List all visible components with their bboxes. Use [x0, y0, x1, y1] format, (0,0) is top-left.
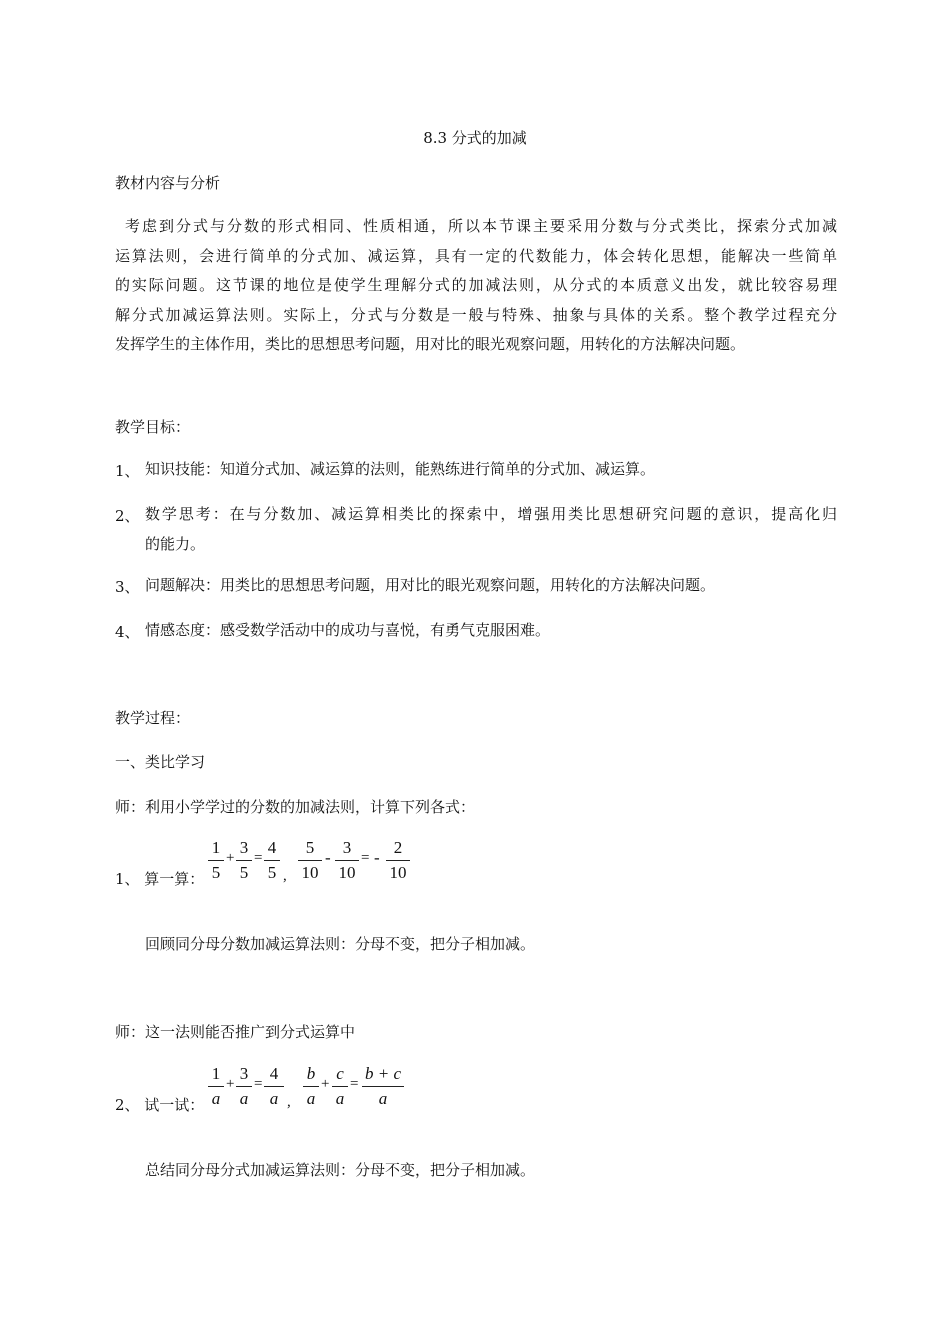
operator: + — [226, 850, 235, 866]
equals-sign: = — [350, 1076, 359, 1092]
paragraph-line: 发挥学生的主体作用，类比的思想思考问题，用对比的眼光观察问题，用转化的方法解决问题。 — [115, 335, 746, 353]
calc-label: 2、 试一试： — [115, 1096, 205, 1114]
denominator: a — [269, 1089, 279, 1108]
paragraph-line: 的实际问题。这节课的地位是使学生理解分式的加减法则，从分式的本质意义出发，就比较容易理 — [115, 276, 837, 294]
fraction — [236, 838, 252, 883]
minus-sign: - — [374, 848, 380, 867]
goal-item — [145, 616, 837, 646]
operator: + — [321, 1076, 330, 1092]
fraction-bar — [335, 860, 359, 861]
fraction — [362, 1064, 404, 1109]
comma: , — [287, 1094, 291, 1110]
fraction — [236, 1064, 252, 1109]
paragraph-line: 运算法则，会进行简单的分式加、减运算，具有一定的代数能力，体会转化思想，能解决一些简单 — [115, 246, 837, 265]
fraction — [208, 838, 224, 883]
goal-item — [145, 500, 837, 559]
fraction-bar — [386, 860, 410, 861]
equals-sign: = — [254, 1076, 263, 1092]
denominator: 5 — [239, 863, 249, 882]
numerator: 2 — [393, 838, 403, 857]
fraction — [303, 1064, 319, 1109]
denominator: a — [239, 1089, 249, 1108]
equals-sign: = — [361, 850, 370, 866]
fraction-bar — [298, 860, 322, 861]
paragraph-line: 考虑到分式与分数的形式相同、性质相通，所以本节课主要采用分数与分式类比，探索分式加减 — [125, 217, 837, 235]
numerator: 4 — [269, 1064, 279, 1083]
numerator: 5 — [305, 838, 315, 857]
page-title: 8.3 分式的加减 — [423, 129, 527, 147]
numerator: 3 — [342, 838, 352, 857]
fraction-bar — [303, 1086, 319, 1087]
review-rule: 回顾同分母分数加减运算法则：分母不变，把分子相加减。 — [145, 935, 536, 953]
goal-number: 1、 — [115, 462, 140, 480]
operator: - — [325, 848, 331, 867]
numerator: 4 — [267, 838, 277, 857]
material-paragraph — [115, 212, 837, 360]
fraction — [264, 838, 280, 883]
teacher-line: 师：利用小学学过的分数的加减法则，计算下列各式： — [115, 798, 476, 816]
goal-line: 数学思考：在与分数加、减运算相类比的探索中，增强用类比思想研究问题的意识，提高化归 — [145, 505, 837, 523]
numerator: 1 — [211, 838, 221, 857]
paragraph-line: 解分式加减运算法则。实际上，分式与分数是一般与特殊、抽象与具体的关系。整个教学过程充分 — [115, 305, 837, 324]
denominator: 5 — [267, 863, 277, 882]
section-heading-process: 教学过程： — [115, 709, 191, 727]
goal-line: 问题解决：用类比的思想思考问题，用对比的眼光观察问题，用转化的方法解决问题。 — [145, 576, 716, 594]
fraction — [386, 838, 410, 883]
fraction — [264, 1064, 284, 1109]
fraction-bar — [208, 1086, 224, 1087]
denominator: 10 — [389, 863, 407, 882]
goal-number: 3、 — [115, 578, 140, 596]
numerator: b — [306, 1064, 316, 1083]
section-heading-material: 教材内容与分析 — [115, 174, 221, 192]
numerator: 3 — [239, 1064, 249, 1083]
comma: , — [283, 868, 287, 884]
denominator: a — [378, 1089, 388, 1108]
fraction-bar — [332, 1086, 348, 1087]
numerator: 1 — [211, 1064, 221, 1083]
numerator: c — [336, 1064, 344, 1083]
numerator: b + c — [364, 1064, 402, 1083]
goal-item — [145, 571, 837, 601]
summary-rule: 总结同分母分式加减运算法则：分母不变，把分子相加减。 — [145, 1161, 536, 1179]
denominator: a — [306, 1089, 316, 1108]
goal-line: 知识技能：知道分式加、减运算的法则，能熟练进行简单的分式加、减运算。 — [145, 460, 656, 478]
fraction-bar — [208, 860, 224, 861]
fraction — [208, 1064, 224, 1109]
fraction-bar — [264, 860, 280, 861]
denominator: a — [335, 1089, 345, 1108]
fraction — [298, 838, 322, 883]
fraction-bar — [236, 860, 252, 861]
fraction — [335, 838, 359, 883]
fraction-bar — [362, 1086, 404, 1087]
denominator: a — [211, 1089, 221, 1108]
denominator: 10 — [338, 863, 356, 882]
numerator: 3 — [239, 838, 249, 857]
goal-line: 情感态度：感受数学活动中的成功与喜悦，有勇气克服困难。 — [145, 621, 551, 639]
equals-sign: = — [254, 850, 263, 866]
part-heading: 一、类比学习 — [115, 753, 206, 771]
fraction — [332, 1064, 348, 1109]
operator: + — [226, 1076, 235, 1092]
fraction-bar — [236, 1086, 252, 1087]
calc-label: 1、 算一算： — [115, 870, 205, 888]
denominator: 5 — [211, 863, 221, 882]
goal-line: 的能力。 — [145, 534, 206, 553]
teacher-line: 师：这一法则能否推广到分式运算中 — [115, 1023, 356, 1041]
goal-item — [145, 455, 837, 485]
goal-number: 4、 — [115, 623, 140, 641]
fraction-bar — [264, 1086, 284, 1087]
denominator: 10 — [301, 863, 319, 882]
goal-number: 2、 — [115, 507, 140, 525]
section-heading-goals: 教学目标： — [115, 418, 191, 436]
